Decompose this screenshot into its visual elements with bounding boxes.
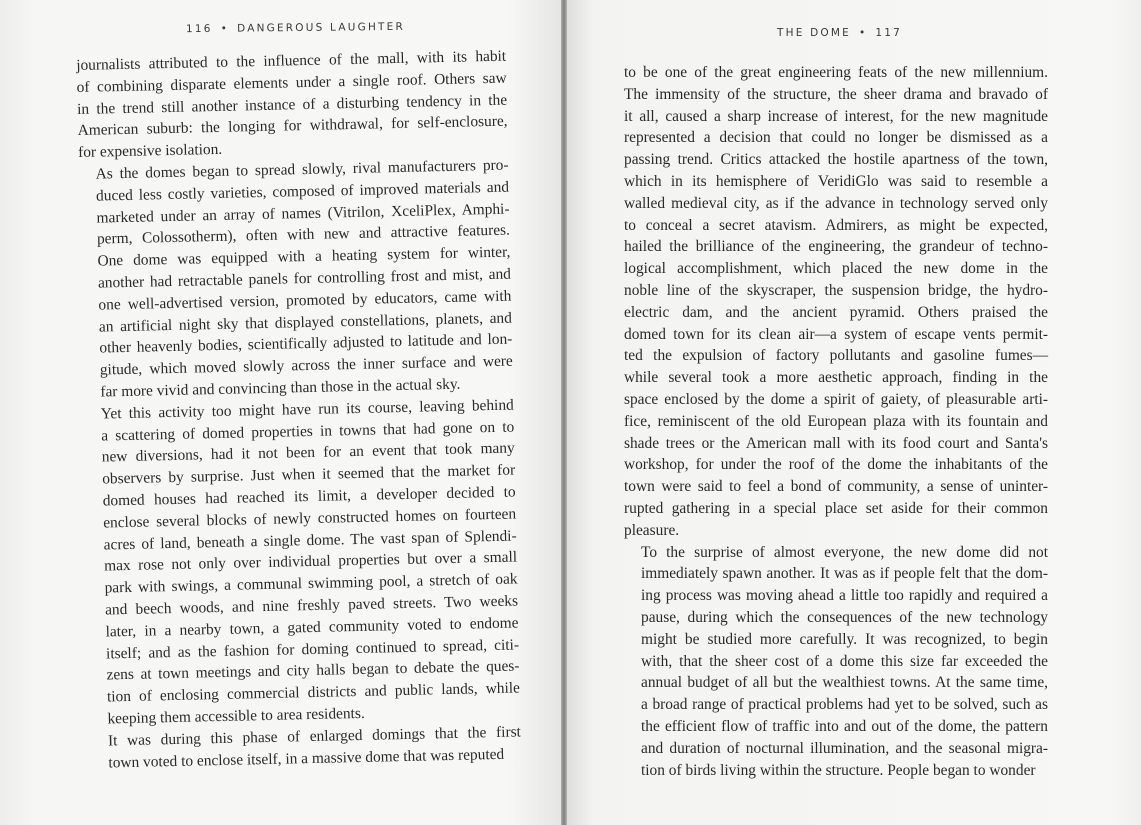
- text-line: with, that the sheer cost of a dome this size far exceeded the: [641, 652, 1048, 670]
- text-line: domed houses had reached its limit, a developer decided to: [102, 483, 516, 510]
- text-line: to conceal a secret atavism. Admirers, as might be expected,: [624, 216, 1048, 234]
- text-line: fice, reminiscent of the old European plaza with its fountain and: [624, 412, 1048, 430]
- text-line: One dome was equipped with a heating system for winter,: [97, 243, 511, 270]
- paragraph: [78, 155, 513, 404]
- left-page-number: 116: [185, 22, 213, 36]
- text-line: marketed under an array of names (Vitrilon, XceliPlex, Amphi-: [96, 200, 510, 227]
- text-line: acres of land, beneath a single dome. The vast span of Splendi-: [103, 527, 517, 554]
- text-line: observers by surprise. Just when it seemed that the market for: [102, 461, 516, 488]
- text-line: shade trees or the American mall with its food court and Santa's: [624, 434, 1048, 452]
- text-line: park with swings, a communal swimming pool, a stretch of oak: [104, 570, 518, 597]
- text-line: of combining disparate elements under a single roof. Others saw: [76, 69, 507, 96]
- text-line: the efficient flow of traffic into and out of the dome, the pattern: [641, 717, 1048, 735]
- text-line: represented a decision that could no longer be dismissed as a: [624, 129, 1048, 147]
- text-line: which in its hemisphere of VeridiGlo was said to resemble a: [624, 172, 1048, 190]
- text-line: space enclosed by the dome a spirit of gaiety, of pleasurable arti-: [624, 390, 1048, 408]
- left-running-title: DANGEROUS LAUGHTER: [237, 20, 406, 35]
- text-line: journalists attributed to the influence of the mall, with its habit: [76, 47, 507, 74]
- paragraph: [624, 542, 1048, 782]
- text-line: it all, caused a sharp increase of interest, for the new magnitude: [624, 107, 1048, 125]
- text-line: American suburb: the longing for withdrawal, for self-enclosure,: [77, 112, 508, 140]
- text-line: walled medieval city, as if the advance in technology served only: [624, 194, 1048, 212]
- right-header-separator: •: [858, 27, 868, 39]
- text-line: hailed the brilliance of the engineering, the grandeur of techno-: [624, 238, 1048, 256]
- text-line: electric dam, and the ancient pyramid. Others praised the: [624, 303, 1048, 321]
- text-line: in the trend still another instance of a disturbing tendency in the: [76, 91, 508, 118]
- right-body-text: [624, 62, 1048, 781]
- text-line: and beech woods, and nine freshly paved streets. Two weeks: [104, 592, 519, 619]
- text-line: a scattering of domed properties in towns that had gone on to: [101, 418, 515, 445]
- left-header-separator: •: [220, 22, 230, 35]
- text-line: max rose not only over individual properties but over a small: [103, 548, 518, 575]
- text-line: for expensive isolation.: [77, 141, 223, 162]
- text-line: logical accomplishment, which placed the new dome in the: [624, 260, 1048, 278]
- text-line: might be studied more carefully. It was recognized, to begin: [641, 630, 1048, 648]
- right-running-title: THE DOME: [777, 27, 851, 39]
- text-line: itself; and as the fashion for doming continued to spread, citi-: [105, 635, 520, 663]
- text-line: pleasure.: [624, 521, 680, 539]
- text-line: town voted to enclose itself, in a massive dome that was reputed: [108, 745, 505, 771]
- text-line: to be one of the great engineering feats of the new millennium.: [624, 64, 1048, 81]
- text-line: passing trend. Critics attacked the hostile apartness of the town,: [624, 151, 1048, 169]
- text-line: annual budget of all but the wealthiest towns. At the same time,: [641, 674, 1048, 692]
- paragraph: [624, 62, 1048, 542]
- right-running-header: [777, 27, 902, 39]
- text-line: one well-advertised version, promoted by educators, came with: [98, 287, 512, 314]
- text-line: zens at town meetings and city halls began to debate the ques-: [106, 657, 520, 684]
- text-line: The immensity of the structure, the sheer drama and bravado of: [624, 85, 1048, 103]
- text-line: pause, during which the consequences of the new technology: [641, 608, 1048, 626]
- paragraph: [84, 394, 521, 730]
- text-line: immediately spawn another. It was as if people felt that the dom-: [641, 565, 1048, 583]
- text-line: new diversions, had it not been for an event that took many: [101, 439, 515, 466]
- text-line: tion of enclosing commercial districts and public lands, while: [106, 679, 521, 706]
- text-line: ing process was moving ahead a little too rapidly and required a: [641, 587, 1048, 605]
- left-body-text: [76, 46, 522, 775]
- text-line: rupted gathering in a special place set aside for their common: [624, 499, 1048, 517]
- text-line: gitude, which moved slowly across the inner surface and were: [99, 352, 513, 379]
- text-line: another had retractable panels for controlling frost and mist, and: [97, 265, 512, 292]
- right-page-number: 117: [875, 27, 902, 39]
- text-line: workshop, for under the roof of the dome the inhabitants of the: [624, 456, 1048, 474]
- text-line: noble line of the skyscraper, the suspension bridge, the hydro-: [624, 281, 1048, 299]
- paragraph: [76, 46, 508, 164]
- text-line: keeping them accessible to area residents.: [107, 704, 365, 728]
- left-running-header: [186, 21, 405, 35]
- text-line: As the domes began to spread slowly, rival manufacturers pro-: [95, 156, 509, 183]
- text-line: tion of birds living within the structure. People began to wonder: [641, 761, 1036, 779]
- text-line: enclose several blocks of newly constructed homes on fourteen: [103, 505, 517, 532]
- text-line: and duration of nocturnal illumination, and the seasonal migra-: [641, 739, 1048, 757]
- text-line: other heavenly bodies, scientifically adjusted to latitude and lon-: [99, 330, 513, 357]
- text-line: Yet this activity too might have run its course, leaving behind: [100, 396, 514, 423]
- text-line: To the surprise of almost everyone, the new dome did not: [641, 543, 1048, 561]
- text-line: a broad range of practical problems had yet to be solved, such as: [641, 696, 1048, 714]
- paragraph: [91, 721, 522, 774]
- book-gutter: [561, 0, 567, 825]
- text-line: perm, Colossotherm), often with new and attractive features.: [96, 221, 511, 248]
- text-line: later, in a nearby town, a gated community voted to endome: [105, 614, 519, 641]
- text-line: duced less costly varieties, composed of improved materials and: [95, 178, 510, 205]
- text-line: town were said to feel a bond of community, a sense of uninter-: [624, 478, 1048, 496]
- text-line: ted the expulsion of factory pollutants and gasoline fumes—: [624, 347, 1048, 365]
- left-page: [0, 0, 565, 825]
- text-line: an artificial night sky that displayed constellations, planets, and: [98, 309, 513, 336]
- right-page: [565, 0, 1141, 825]
- text-line: while several took a more aesthetic approach, finding in the: [624, 369, 1048, 387]
- text-line: domed town for its clean air—a system of escape vents permit-: [624, 325, 1048, 343]
- text-line: It was during this phase of enlarged domings that the first: [107, 723, 522, 750]
- text-line: far more vivid and convincing than those in the actual sky.: [100, 375, 461, 401]
